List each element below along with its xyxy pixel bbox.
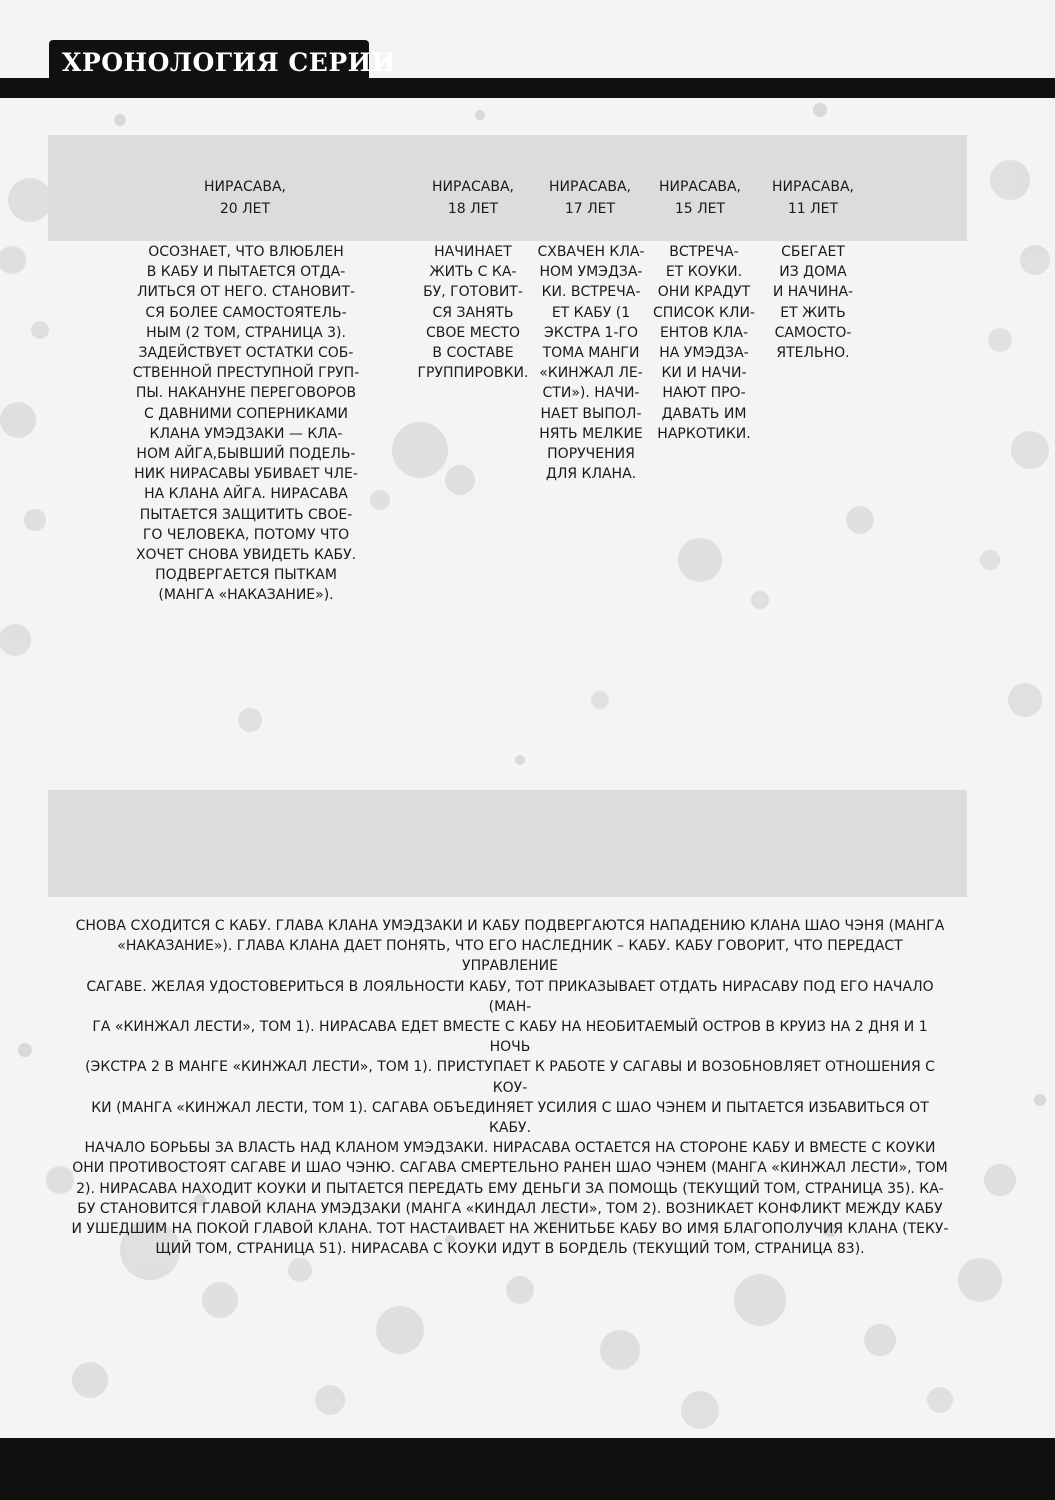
column-name: НИРАСАВА, [431, 179, 514, 195]
column-age: 15 ЛЕТ [674, 201, 726, 217]
column-heading [642, 176, 758, 220]
column-heading [150, 176, 340, 220]
column-heading [408, 176, 538, 220]
column-description: СБЕГАЕТ ИЗ ДОМА И НАЧИНА- ЕТ ЖИТЬ САМОСТО- ЯТЕЛЬНО. [772, 244, 854, 362]
column-age: 17 ЛЕТ [564, 201, 616, 217]
bottom-description: СНОВА СХОДИТСЯ С КАБУ. ГЛАВА КЛАНА УМЭДЗАКИ И КАБУ ПОДВЕРГАЮТСЯ НАПАДЕНИЮ КЛАНА ШАО ЧЭНЯ (МАНГА «НАКАЗАНИЕ»). ГЛАВА КЛАНА ДАЕТ ПОНЯТЬ, ЧТО ЕГО НАСЛЕДНИК – КАБУ. КАБУ ГОВОРИТ, ЧТО ПЕРЕДАСТ УПРАВЛЕНИЕ САГАВЕ. ЖЕЛАЯ УДОСТОВЕРИТЬСЯ В ЛОЯЛЬНОСТИ КАБУ, ТОТ ПРИКАЗЫВАЕТ ОТДАТЬ НИРАСАВУ ПОД ЕГО НАЧАЛО (МАН- ГА «КИНЖАЛ ЛЕСТИ», ТОМ 1). НИРАСАВА ЕДЕТ ВМЕСТЕ С КАБУ НА НЕОБИТАЕМЫЙ ОСТРОВ В КРУИЗ НА 2 ДНЯ И 1 НОЧЬ (ЭКСТРА 2 В МАНГЕ «КИНЖАЛ ЛЕСТИ», ТОМ 1). ПРИСТУПАЕТ К РАБОТЕ У САГАВЫ И ВОЗОБНОВЛЯЕТ ОТНОШЕНИЯ С КОУ- КИ (МАНГА «КИНЖАЛ ЛЕСТИ, ТОМ 1). САГАВА ОБЪЕДИНЯЕТ УСИЛИЯ С ШАО ЧЭНЕМ И ПЫТАЕТСЯ ИЗБАВИТЬСЯ ОТ КАБУ. НАЧАЛО БОРЬБЫ ЗА ВЛАСТЬ НАД КЛАНОМ УМЭДЗАКИ. НИРАСАВА ОСТАЕТСЯ НА СТОРОНЕ КАБУ И ВМЕСТЕ С КОУКИ ОНИ ПРОТИВОСТОЯТ САГАВЕ И ШАО ЧЭНЮ. САГАВА СМЕРТЕЛЬНО РАНЕН ШАО ЧЭНЕМ (МАНГА «КИНЖАЛ ЛЕСТИ», ТОМ 2). НИРАСАВА НАХОДИТ КОУКИ И ПЫТАЕТСЯ ПЕРЕДАТЬ ЕМУ ДЕНЬГИ ЗА ПОМОЩЬ (ТЕКУЩИЙ ТОМ, СТРАНИЦА 35). КА- БУ СТАНОВИТСЯ ГЛАВОЙ КЛАНА УМЭДЗАКИ (МАНГА «КИНДАЛ ЛЕСТИ», ТОМ 2). ВОЗНИКАЕТ КОНФЛИКТ МЕЖДУ КАБУ И УШЕДШИМ НА ПОКОЙ ГЛАВОЙ КЛАНА. ТОТ НАСТАИВАЕТ НА ЖЕНИТЬБЕ КАБУ ВО ИМЯ БЛАГОПОЛУЧИЯ КЛАНА (ТЕКУ- ЩИЙ ТОМ, СТРАНИЦА 51). НИРАСАВА С КОУКИ ИДУТ В БОРДЕЛЬ (ТЕКУЩИЙ ТОМ, СТРАНИЦА 83). [71, 918, 949, 1258]
column-name: НИРАСАВА, [548, 179, 631, 195]
column-name: НИРАСАВА, [658, 179, 741, 195]
column-age: 18 ЛЕТ [447, 201, 499, 217]
header-band-bottom [48, 790, 967, 897]
column-age: 11 ЛЕТ [787, 201, 839, 217]
column-description: ОСОЗНАЕТ, ЧТО ВЛЮБЛЕН В КАБУ И ПЫТАЕТСЯ ОТДА- ЛИТЬСЯ ОТ НЕГО. СТАНОВИТ- СЯ БОЛЕЕ САМОСТОЯТЕЛЬ- НЫМ (2 ТОМ, СТРАНИЦА 3). ЗАДЕЙСТВУЕТ ОСТАТКИ СОБ- СТВЕННОЙ ПРЕСТУПНОЙ ГРУП- ПЫ. НАКАНУНЕ ПЕРЕГОВОРОВ С ДАВНИМИ СОПЕРНИКАМИ КЛАНА УМЭДЗАКИ — КЛА- НОМ АЙГА,БЫВШИЙ ПОДЕЛЬ- НИК НИРАСАВЫ УБИВАЕТ ЧЛЕ- НА КЛАНА АЙГА. НИРАСАВА ПЫТАЕТСЯ ЗАЩИТИТЬ СВОЕ- ГО ЧЕЛОВЕКА, ПОТОМУ ЧТО ХОЧЕТ СНОВА УВИДЕТЬ КАБУ. ПОДВЕРГАЕТСЯ ПЫТКАМ (МАНГА «НАКАЗАНИЕ»). [132, 244, 360, 604]
page-title: ХРОНОЛОГИЯ СЕРИИ [62, 48, 396, 77]
column-name: НИРАСАВА, [771, 179, 854, 195]
column-age: 20 ЛЕТ [219, 201, 271, 217]
column-description: ВСТРЕЧА- ЕТ КОУКИ. ОНИ КРАДУТ СПИСОК КЛИ- ЕНТОВ КЛА- НА УМЭДЗА- КИ И НАЧИ- НАЮТ ПРО- ДАВАТЬ ИМ НАРКОТИКИ. [653, 244, 755, 442]
column-heading [530, 176, 650, 220]
column-description: СХВАЧЕН КЛА- НОМ УМЭДЗА- КИ. ВСТРЕЧА- ЕТ КАБУ (1 ЭКСТРА 1-ГО ТОМА МАНГИ «КИНЖАЛ ЛЕ- СТИ»). НАЧИ- НАЕТ ВЫПОЛ- НЯТЬ МЕЛКИЕ ПОРУЧЕНИЯ ДЛЯ КЛАНА. [537, 244, 645, 483]
column-heading [754, 176, 872, 220]
column-description: НАЧИНАЕТ ЖИТЬ С КА- БУ, ГОТОВИТ- СЯ ЗАНЯТЬ СВОЕ МЕСТО В СОСТАВЕ ГРУППИРОВКИ. [417, 244, 529, 382]
column-name: НИРАСАВА, [203, 179, 286, 195]
title-bar [0, 78, 1055, 98]
footer-bar [0, 1438, 1055, 1500]
